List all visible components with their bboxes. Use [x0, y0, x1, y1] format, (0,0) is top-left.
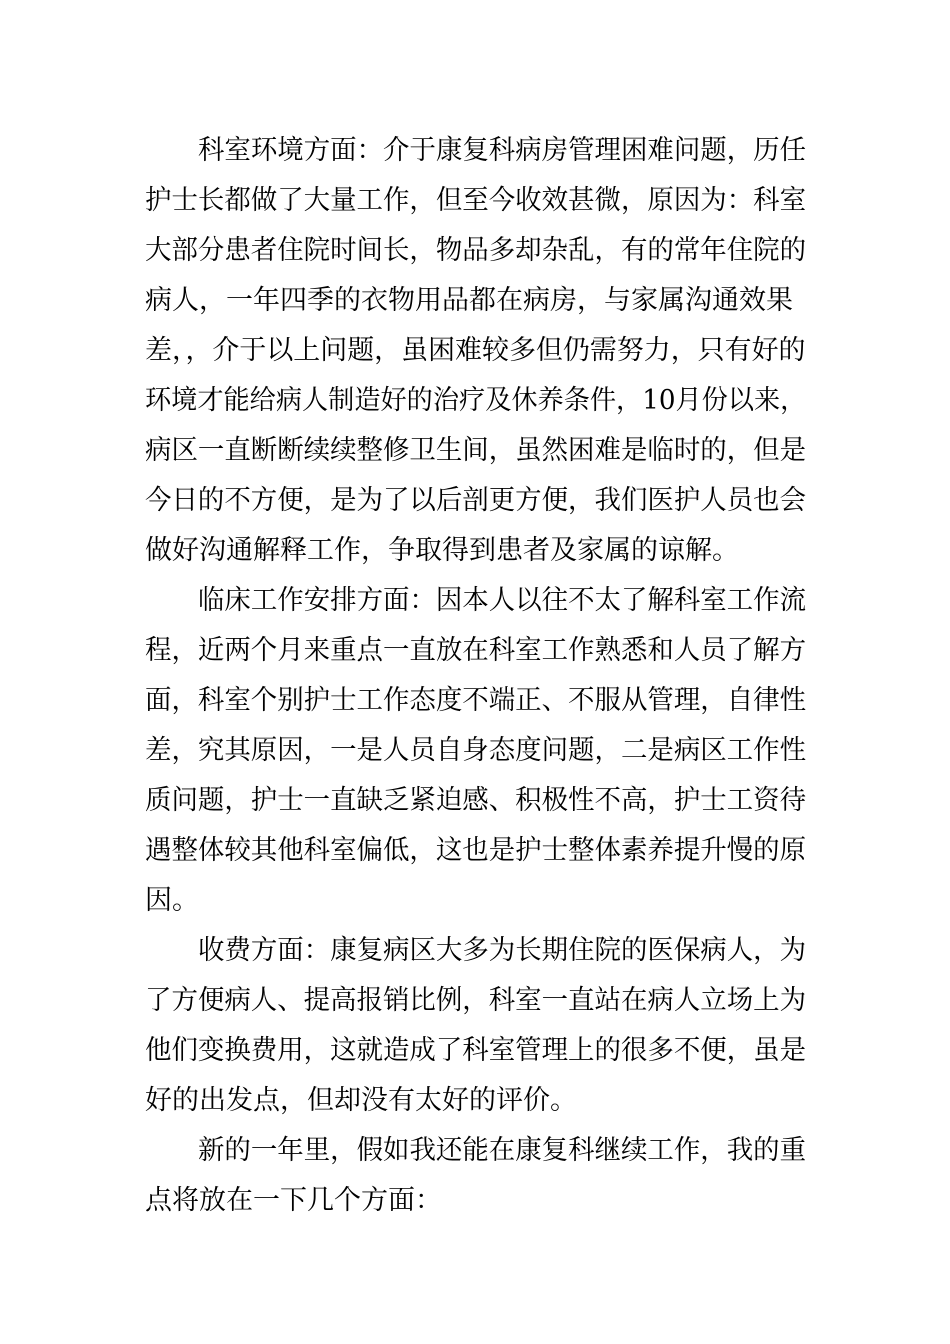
- text-line: 病区一直断断续续整修卫生间，虽然困难是临时的，但是: [145, 435, 807, 466]
- text-line: 面，科室个别护士工作态度不端正、不服从管理，自律性: [145, 685, 807, 716]
- text-line: 差，，介于以上问题，虽困难较多但仍需努力，只有好的: [145, 335, 806, 366]
- text-line: 做好沟通解释工作，争取得到患者及家属的谅解。: [145, 535, 739, 566]
- text-line: 临床工作安排方面：因本人以往不太了解科室工作流: [198, 585, 807, 616]
- text-line: 程，近两个月来重点一直放在科室工作熟悉和人员了解方: [145, 635, 807, 666]
- text-line: 病人，一年四季的衣物用品都在病房，与家属沟通效果: [145, 285, 793, 316]
- text-line: 新的一年里，假如我还能在康复科继续工作，我的重: [198, 1135, 807, 1166]
- text-line: 科室环境方面：介于康复科病房管理困难问题，历任: [198, 135, 807, 166]
- text-line: 护士长都做了大量工作，但至今收效甚微，原因为：科室: [145, 185, 807, 216]
- text-line: 了方便病人、提高报销比例，科室一直站在病人立场上为: [145, 985, 807, 1016]
- text-line: 环境才能给病人制造好的治疗及休养条件，10月份以来，: [145, 385, 807, 416]
- text-line: 点将放在一下几个方面：: [145, 1185, 442, 1216]
- text-line: 收费方面：康复病区大多为长期住院的医保病人，为: [198, 935, 807, 966]
- text-line: 差，究其原因，一是人员自身态度问题，二是病区工作性: [145, 735, 807, 766]
- text-line: 今日的不方便，是为了以后剖更方便，我们医护人员也会: [145, 485, 807, 516]
- text-line: 大部分患者住院时间长，物品多却杂乱，有的常年住院的: [145, 235, 807, 266]
- text-line: 遇整体较其他科室偏低，这也是护士整体素养提升慢的原: [145, 835, 807, 866]
- text-line: 好的出发点，但却没有太好的评价。: [145, 1085, 577, 1116]
- text-line: 因。: [145, 885, 199, 916]
- text-line: 他们变换费用，这就造成了科室管理上的很多不便，虽是: [145, 1035, 807, 1066]
- text-line: 质问题，护士一直缺乏紧迫感、积极性不高，护士工资待: [145, 785, 807, 816]
